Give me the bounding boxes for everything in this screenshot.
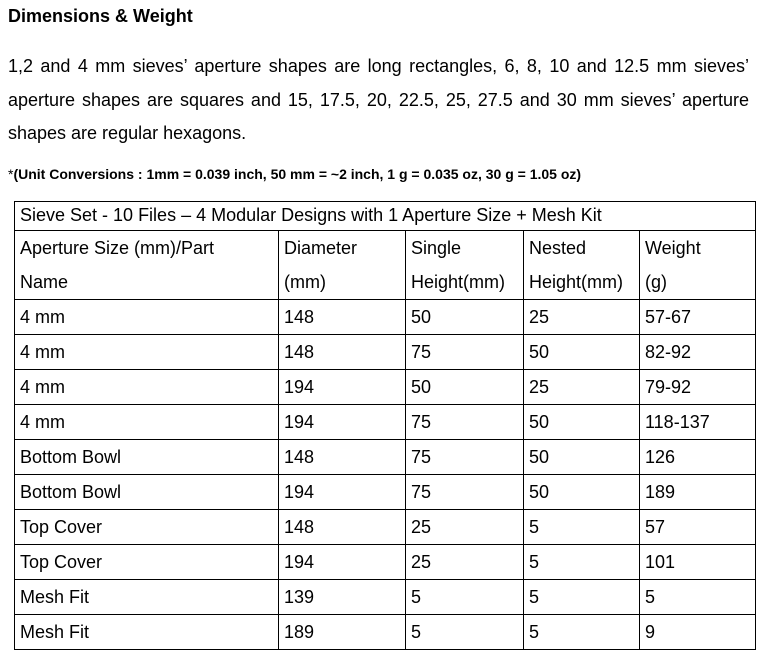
cell-diameter: 148 (279, 300, 406, 335)
header-line: Height(mm) (529, 272, 624, 292)
header-diameter (279, 231, 406, 300)
cell-weight: 5 (640, 580, 756, 615)
cell-single-height: 5 (406, 580, 524, 615)
table-row (15, 370, 756, 405)
cell-nested-height: 25 (524, 370, 640, 405)
cell-weight: 126 (640, 440, 756, 475)
cell-weight: 57-67 (640, 300, 756, 335)
table-row (15, 300, 756, 335)
cell-diameter: 194 (279, 405, 406, 440)
cell-part-name: Top Cover (15, 510, 279, 545)
description-text: 1,2 and 4 mm sieves’ aperture shapes are long rectangles, 6, 8, 10 and 12.5 mm sieves’ aperture shapes are squares and 15, 17.5, 20, 22.5, 25, 27.5 and 30 mm sieves’ aperture shapes are regular hexagons. (8, 56, 749, 143)
cell-nested-height: 50 (524, 405, 640, 440)
cell-diameter: 139 (279, 580, 406, 615)
cell-diameter: 194 (279, 475, 406, 510)
cell-weight: 101 (640, 545, 756, 580)
cell-weight: 57 (640, 510, 756, 545)
cell-diameter: 189 (279, 615, 406, 650)
cell-nested-height: 50 (524, 475, 640, 510)
header-line: (mm) (284, 272, 326, 292)
table-row (15, 335, 756, 370)
cell-part-name: Bottom Bowl (15, 440, 279, 475)
cell-weight: 9 (640, 615, 756, 650)
table-caption-row (15, 202, 756, 231)
header-weight (640, 231, 756, 300)
cell-diameter: 148 (279, 510, 406, 545)
cell-diameter: 148 (279, 440, 406, 475)
cell-nested-height: 5 (524, 615, 640, 650)
cell-single-height: 5 (406, 615, 524, 650)
cell-single-height: 25 (406, 510, 524, 545)
table-row (15, 440, 756, 475)
header-line: Nested (529, 238, 587, 258)
cell-single-height: 75 (406, 335, 524, 370)
cell-part-name: 4 mm (15, 300, 279, 335)
table-row (15, 405, 756, 440)
header-line: Height(mm) (411, 272, 506, 292)
cell-weight: 189 (640, 475, 756, 510)
cell-part-name: Top Cover (15, 545, 279, 580)
cell-diameter: 194 (279, 545, 406, 580)
cell-part-name: 4 mm (15, 370, 279, 405)
note-text: (Unit Conversions : 1mm = 0.039 inch, 50 mm = ~2 inch, 1 g = 0.035 oz, 30 g = 1.05 oz) (13, 166, 582, 182)
cell-nested-height: 50 (524, 440, 640, 475)
cell-nested-height: 5 (524, 510, 640, 545)
cell-diameter: 148 (279, 335, 406, 370)
table-row (15, 475, 756, 510)
cell-single-height: 75 (406, 405, 524, 440)
cell-single-height: 75 (406, 440, 524, 475)
header-line: Aperture Size (mm)/Part (20, 238, 215, 258)
cell-part-name: 4 mm (15, 335, 279, 370)
note-asterisk: * (8, 166, 14, 182)
cell-nested-height: 50 (524, 335, 640, 370)
cell-part-name: Mesh Fit (15, 615, 279, 650)
cell-single-height: 50 (406, 370, 524, 405)
cell-single-height: 75 (406, 475, 524, 510)
cell-diameter: 194 (279, 370, 406, 405)
cell-nested-height: 25 (524, 300, 640, 335)
cell-single-height: 50 (406, 300, 524, 335)
section-heading: Dimensions & Weight (8, 6, 193, 26)
cell-weight: 79-92 (640, 370, 756, 405)
cell-part-name: Bottom Bowl (15, 475, 279, 510)
header-line: Single (411, 238, 462, 258)
header-line: Diameter (284, 238, 358, 258)
header-nested-height (524, 231, 640, 300)
cell-nested-height: 5 (524, 580, 640, 615)
cell-part-name: 4 mm (15, 405, 279, 440)
table-header-row (15, 231, 756, 300)
header-line: Name (20, 272, 69, 292)
header-line: (g) (645, 272, 667, 292)
table-row (15, 580, 756, 615)
table-caption: Sieve Set - 10 Files – 4 Modular Designs with 1 Aperture Size + Mesh Kit (15, 202, 756, 231)
unit-conversion-note (8, 164, 581, 184)
sieve-spec-table (14, 201, 756, 650)
header-line: Weight (645, 238, 701, 258)
table-row (15, 615, 756, 650)
table-row (15, 510, 756, 545)
cell-weight: 118-137 (640, 405, 756, 440)
header-part-name (15, 231, 279, 300)
table-row (15, 545, 756, 580)
aperture-description (8, 50, 749, 151)
cell-single-height: 25 (406, 545, 524, 580)
cell-part-name: Mesh Fit (15, 580, 279, 615)
header-single-height (406, 231, 524, 300)
cell-weight: 82-92 (640, 335, 756, 370)
cell-nested-height: 5 (524, 545, 640, 580)
